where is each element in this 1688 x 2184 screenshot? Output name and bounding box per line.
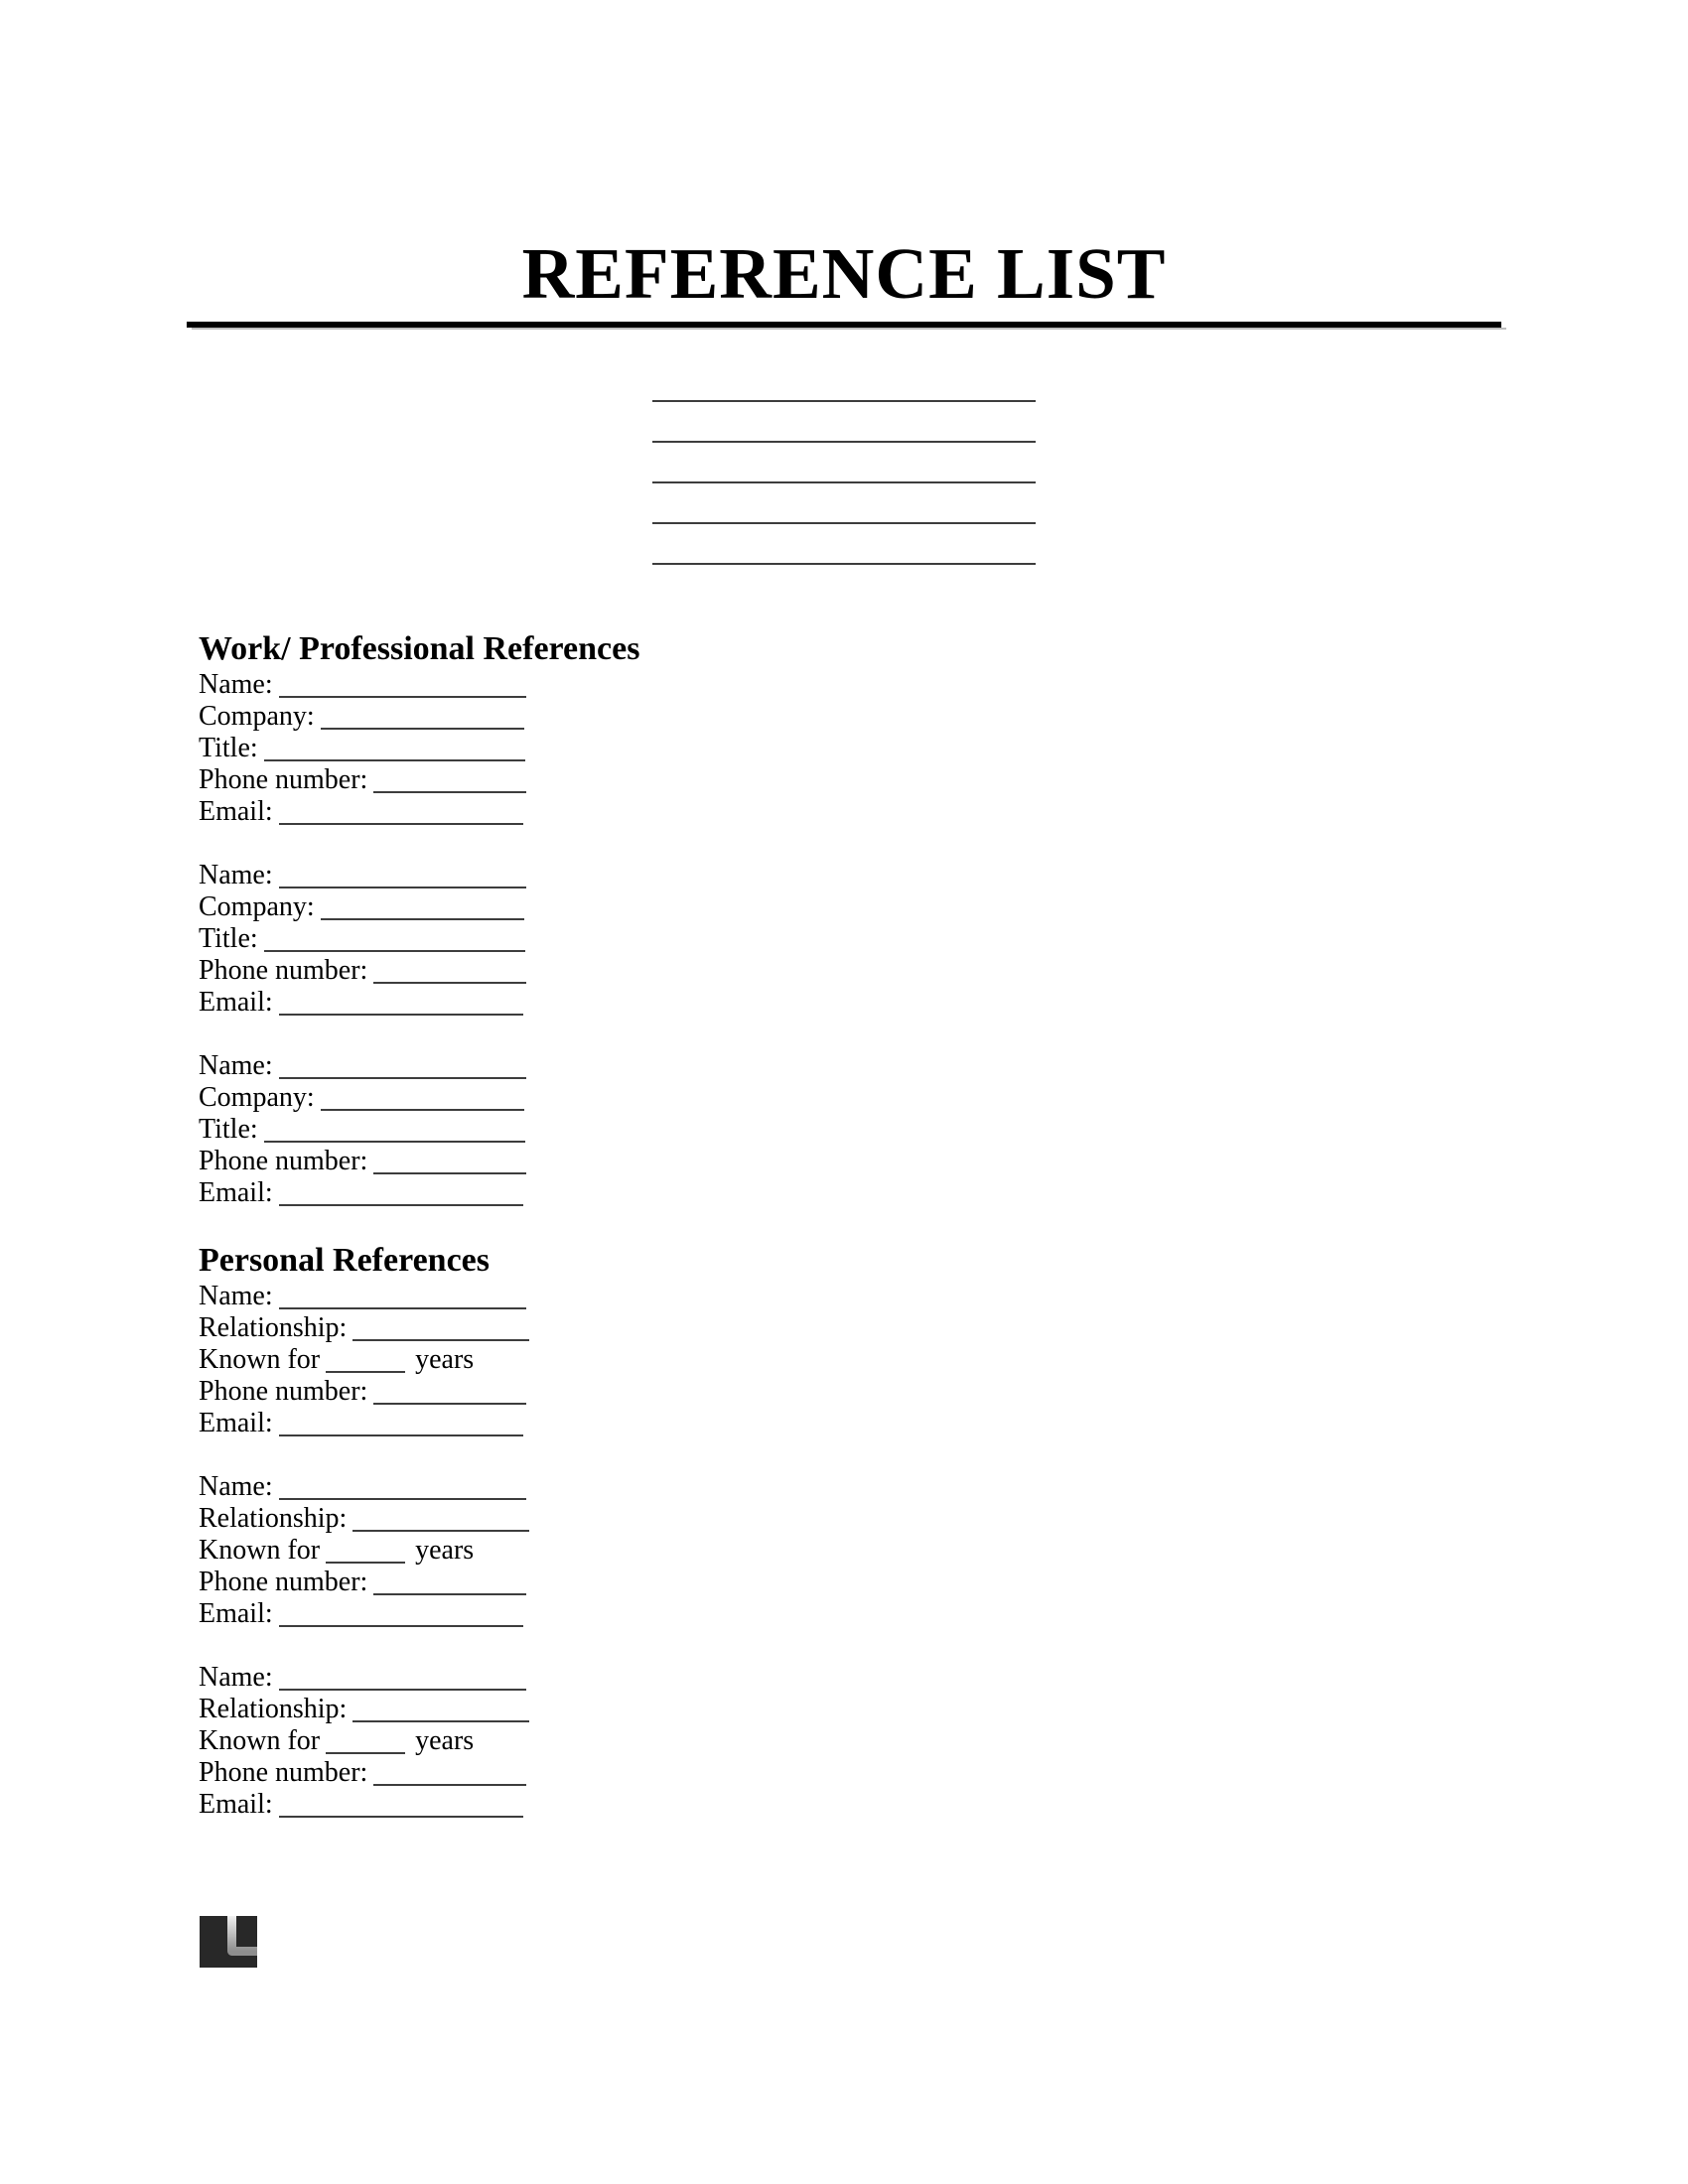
field-suffix: years: [415, 1535, 475, 1566]
form-field-row: [199, 1694, 1370, 1725]
section-heading: Work/ Professional References: [199, 630, 640, 667]
field-label: Company:: [199, 701, 315, 732]
field-label: Company:: [199, 1082, 315, 1113]
form-field-row: [199, 1598, 1370, 1630]
field-label: Title:: [199, 1114, 258, 1145]
field-label: Name:: [199, 1662, 273, 1693]
blank-underline: [279, 1497, 526, 1500]
blank-underline: [352, 1719, 529, 1722]
blank-underline: [279, 1013, 523, 1016]
field-label: Phone number:: [199, 1567, 368, 1597]
blank-underline: [279, 1624, 523, 1627]
form-field-row: [199, 955, 1370, 987]
form-field-row: [199, 923, 1370, 955]
form-field-row: [199, 1312, 1370, 1344]
blank-underline: [321, 1108, 524, 1111]
field-label: Name:: [199, 1281, 273, 1311]
field-label: Email:: [199, 1408, 273, 1438]
reference-entry: [199, 1471, 1370, 1630]
form-field-row: [199, 1725, 1370, 1757]
contact-blank-line: [652, 361, 1036, 402]
form-field-row: [199, 1567, 1370, 1598]
field-label: Company:: [199, 891, 315, 922]
form-field-row: [199, 1471, 1370, 1503]
reference-entry: [199, 1662, 1370, 1821]
field-label: Name:: [199, 860, 273, 890]
form-sections: [199, 629, 1370, 1852]
contact-blank-line: [652, 443, 1036, 483]
field-label: Phone number:: [199, 1376, 368, 1407]
blank-underline: [373, 1592, 526, 1595]
blank-underline: [264, 1140, 525, 1143]
field-label: Title:: [199, 923, 258, 954]
field-label: Email:: [199, 796, 273, 827]
form-field-row: [199, 987, 1370, 1019]
form-field-row: [199, 1757, 1370, 1789]
field-label: Title:: [199, 733, 258, 763]
field-label: Name:: [199, 1050, 273, 1081]
blank-underline: [373, 981, 526, 984]
field-label: Phone number:: [199, 1146, 368, 1176]
blank-underline: [279, 1076, 526, 1079]
form-field-row: [199, 1082, 1370, 1114]
form-field-row: [199, 1535, 1370, 1567]
title-underline-rule: [187, 322, 1501, 328]
blank-underline: [279, 1203, 523, 1206]
field-label: Known for: [199, 1344, 321, 1375]
blank-underline: [373, 790, 526, 793]
blank-underline: [326, 1370, 405, 1373]
field-label: Known for: [199, 1725, 321, 1756]
blank-underline: [279, 822, 523, 825]
form-field-row: [199, 1503, 1370, 1535]
field-label: Phone number:: [199, 764, 368, 795]
field-label: Relationship:: [199, 1694, 348, 1724]
blank-underline: [264, 949, 525, 952]
form-field-row: [199, 701, 1370, 733]
form-field-row: [199, 1376, 1370, 1408]
form-field-row: [199, 1114, 1370, 1146]
section-heading: Personal References: [199, 1242, 490, 1279]
form-field-row: [199, 1050, 1370, 1082]
contact-blank-lines: [0, 361, 1688, 565]
field-suffix: years: [415, 1344, 475, 1375]
contact-blank-line: [652, 402, 1036, 443]
form-field-row: [199, 796, 1370, 828]
field-label: Email:: [199, 1177, 273, 1208]
form-field-row: [199, 669, 1370, 701]
blank-underline: [279, 1306, 526, 1309]
field-label: Email:: [199, 1598, 273, 1629]
form-field-row: [199, 891, 1370, 923]
form-field-row: [199, 1146, 1370, 1177]
blank-underline: [373, 1402, 526, 1405]
field-label: Email:: [199, 987, 273, 1018]
blank-underline: [373, 1171, 526, 1174]
blank-underline: [321, 727, 524, 730]
form-field-row: [199, 733, 1370, 764]
field-label: Phone number:: [199, 955, 368, 986]
field-suffix: years: [415, 1725, 475, 1756]
contact-blank-line: [652, 483, 1036, 524]
blank-underline: [352, 1529, 529, 1532]
form-field-row: [199, 860, 1370, 891]
reference-entry: [199, 1050, 1370, 1209]
field-label: Relationship:: [199, 1503, 348, 1534]
field-label: Name:: [199, 1471, 273, 1502]
form-field-row: [199, 1177, 1370, 1209]
contact-blank-line: [652, 524, 1036, 565]
field-label: Relationship:: [199, 1312, 348, 1343]
ll-logo: [200, 1916, 257, 1968]
blank-underline: [321, 917, 524, 920]
blank-underline: [279, 695, 526, 698]
form-field-row: [199, 1408, 1370, 1439]
form-field-row: [199, 1344, 1370, 1376]
blank-underline: [279, 1433, 523, 1436]
field-label: Phone number:: [199, 1757, 368, 1788]
reference-entry: [199, 669, 1370, 828]
form-field-row: [199, 1789, 1370, 1821]
blank-underline: [279, 1815, 523, 1818]
blank-underline: [279, 886, 526, 888]
blank-underline: [326, 1561, 405, 1564]
reference-entry: [199, 1281, 1370, 1439]
blank-underline: [279, 1688, 526, 1691]
form-field-row: [199, 1662, 1370, 1694]
blank-underline: [373, 1783, 526, 1786]
field-label: Name:: [199, 669, 273, 700]
field-label: Email:: [199, 1789, 273, 1820]
page-title: REFERENCE LIST: [521, 233, 1167, 314]
form-field-row: [199, 764, 1370, 796]
form-field-row: [199, 1281, 1370, 1312]
field-label: Known for: [199, 1535, 321, 1566]
reference-entry: [199, 860, 1370, 1019]
blank-underline: [326, 1751, 405, 1754]
blank-underline: [352, 1338, 529, 1341]
blank-underline: [264, 758, 525, 761]
